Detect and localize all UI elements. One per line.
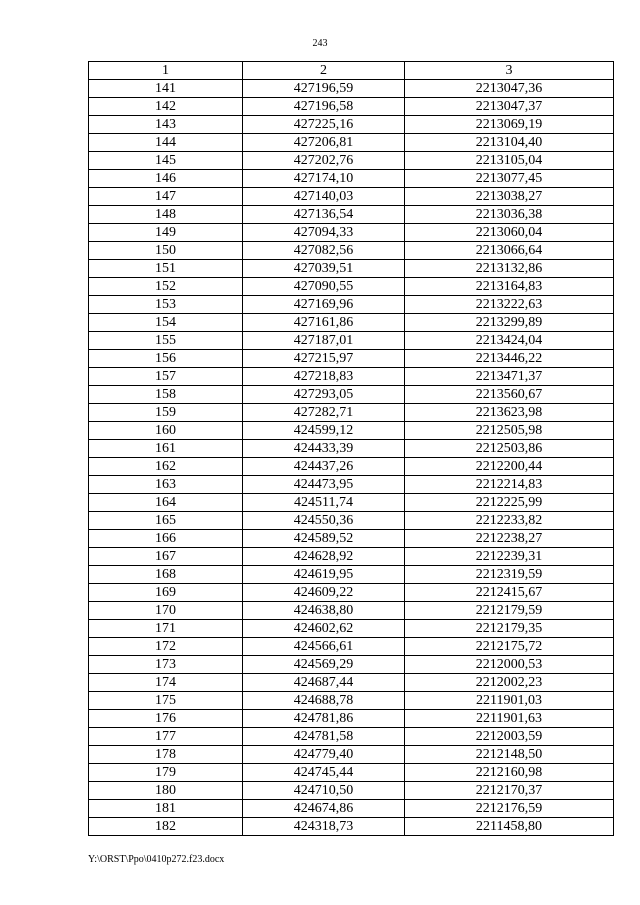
cell-y-coordinate: 2212239,31 [405,548,614,566]
table-row [89,116,614,134]
cell-x-coordinate: 424609,22 [243,584,405,602]
cell-point-number: 155 [89,332,243,350]
table-row [89,692,614,710]
cell-point-number: 148 [89,206,243,224]
cell-x-coordinate: 424599,12 [243,422,405,440]
table-row [89,332,614,350]
cell-x-coordinate: 427187,01 [243,332,405,350]
cell-x-coordinate: 424779,40 [243,746,405,764]
footer-file-path: Y:\ORST\Ppo\0410p272.f23.docx [88,854,225,865]
table-row [89,296,614,314]
cell-y-coordinate: 2212503,86 [405,440,614,458]
cell-y-coordinate: 2213424,04 [405,332,614,350]
cell-point-number: 146 [89,170,243,188]
cell-x-coordinate: 424688,78 [243,692,405,710]
cell-point-number: 150 [89,242,243,260]
table-row [89,638,614,656]
table-row [89,818,614,836]
cell-point-number: 163 [89,476,243,494]
cell-point-number: 145 [89,152,243,170]
cell-y-coordinate: 2212179,35 [405,620,614,638]
cell-y-coordinate: 2213036,38 [405,206,614,224]
cell-y-coordinate: 2213060,04 [405,224,614,242]
table-row [89,476,614,494]
cell-x-coordinate: 424674,86 [243,800,405,818]
table-row [89,782,614,800]
cell-point-number: 147 [89,188,243,206]
cell-y-coordinate: 2212505,98 [405,422,614,440]
cell-x-coordinate: 424619,95 [243,566,405,584]
cell-y-coordinate: 2213066,64 [405,242,614,260]
table-row [89,800,614,818]
table-row [89,530,614,548]
cell-y-coordinate: 2212175,72 [405,638,614,656]
cell-point-number: 154 [89,314,243,332]
cell-x-coordinate: 427196,58 [243,98,405,116]
cell-x-coordinate: 427136,54 [243,206,405,224]
page-number: 243 [312,38,328,49]
cell-point-number: 149 [89,224,243,242]
cell-y-coordinate: 2213077,45 [405,170,614,188]
cell-point-number: 157 [89,368,243,386]
cell-y-coordinate: 2212003,59 [405,728,614,746]
cell-x-coordinate: 427090,55 [243,278,405,296]
cell-y-coordinate: 2211901,03 [405,692,614,710]
column-header-2: 2 [243,62,405,80]
cell-x-coordinate: 427282,71 [243,404,405,422]
table-row [89,728,614,746]
table-row [89,224,614,242]
cell-point-number: 182 [89,818,243,836]
cell-point-number: 165 [89,512,243,530]
table-row [89,548,614,566]
table-row [89,656,614,674]
cell-x-coordinate: 424318,73 [243,818,405,836]
cell-x-coordinate: 424638,80 [243,602,405,620]
table-row [89,440,614,458]
table-row [89,350,614,368]
table-row [89,206,614,224]
table-row [89,170,614,188]
cell-point-number: 174 [89,674,243,692]
cell-y-coordinate: 2212233,82 [405,512,614,530]
cell-point-number: 176 [89,710,243,728]
cell-x-coordinate: 424550,36 [243,512,405,530]
cell-x-coordinate: 427196,59 [243,80,405,98]
coordinates-table [88,61,614,836]
cell-y-coordinate: 2213038,27 [405,188,614,206]
cell-y-coordinate: 2213105,04 [405,152,614,170]
cell-y-coordinate: 2213222,63 [405,296,614,314]
column-header-3: 3 [405,62,614,80]
cell-point-number: 169 [89,584,243,602]
cell-point-number: 159 [89,404,243,422]
cell-x-coordinate: 424569,29 [243,656,405,674]
cell-point-number: 164 [89,494,243,512]
cell-y-coordinate: 2213471,37 [405,368,614,386]
cell-point-number: 175 [89,692,243,710]
cell-x-coordinate: 424437,26 [243,458,405,476]
cell-y-coordinate: 2213132,86 [405,260,614,278]
cell-x-coordinate: 427140,03 [243,188,405,206]
cell-x-coordinate: 424473,95 [243,476,405,494]
table-row [89,566,614,584]
table-header-row [89,62,614,80]
cell-point-number: 160 [89,422,243,440]
cell-x-coordinate: 424511,74 [243,494,405,512]
cell-y-coordinate: 2212160,98 [405,764,614,782]
cell-point-number: 166 [89,530,243,548]
cell-y-coordinate: 2213047,36 [405,80,614,98]
table-row [89,746,614,764]
cell-x-coordinate: 424589,52 [243,530,405,548]
cell-y-coordinate: 2213164,83 [405,278,614,296]
cell-y-coordinate: 2212148,50 [405,746,614,764]
cell-point-number: 153 [89,296,243,314]
cell-x-coordinate: 424781,58 [243,728,405,746]
cell-x-coordinate: 424781,86 [243,710,405,728]
cell-y-coordinate: 2212214,83 [405,476,614,494]
table-row [89,386,614,404]
cell-x-coordinate: 424710,50 [243,782,405,800]
cell-y-coordinate: 2212319,59 [405,566,614,584]
cell-y-coordinate: 2212170,37 [405,782,614,800]
cell-x-coordinate: 424628,92 [243,548,405,566]
table-row [89,242,614,260]
table-row [89,260,614,278]
cell-y-coordinate: 2212179,59 [405,602,614,620]
table-row [89,674,614,692]
cell-y-coordinate: 2212002,23 [405,674,614,692]
table-row [89,494,614,512]
cell-y-coordinate: 2213623,98 [405,404,614,422]
cell-point-number: 141 [89,80,243,98]
table-row [89,710,614,728]
cell-x-coordinate: 427206,81 [243,134,405,152]
cell-x-coordinate: 427218,83 [243,368,405,386]
cell-point-number: 143 [89,116,243,134]
cell-y-coordinate: 2212176,59 [405,800,614,818]
cell-point-number: 177 [89,728,243,746]
cell-point-number: 172 [89,638,243,656]
cell-x-coordinate: 427174,10 [243,170,405,188]
cell-x-coordinate: 424687,44 [243,674,405,692]
cell-point-number: 158 [89,386,243,404]
table-row [89,134,614,152]
table-row [89,602,614,620]
cell-point-number: 151 [89,260,243,278]
column-header-1: 1 [89,62,243,80]
cell-x-coordinate: 427161,86 [243,314,405,332]
cell-x-coordinate: 427225,16 [243,116,405,134]
table-row [89,80,614,98]
table-row [89,764,614,782]
cell-x-coordinate: 427293,05 [243,386,405,404]
cell-x-coordinate: 427215,97 [243,350,405,368]
cell-point-number: 168 [89,566,243,584]
table-row [89,152,614,170]
cell-y-coordinate: 2213299,89 [405,314,614,332]
cell-point-number: 173 [89,656,243,674]
cell-y-coordinate: 2211901,63 [405,710,614,728]
cell-x-coordinate: 424566,61 [243,638,405,656]
table-row [89,512,614,530]
cell-y-coordinate: 2212225,99 [405,494,614,512]
cell-point-number: 142 [89,98,243,116]
cell-point-number: 161 [89,440,243,458]
cell-x-coordinate: 427039,51 [243,260,405,278]
cell-point-number: 162 [89,458,243,476]
cell-x-coordinate: 427169,96 [243,296,405,314]
cell-point-number: 170 [89,602,243,620]
cell-point-number: 144 [89,134,243,152]
cell-x-coordinate: 424745,44 [243,764,405,782]
table-row [89,458,614,476]
cell-x-coordinate: 427202,76 [243,152,405,170]
table-body [89,80,614,836]
cell-point-number: 156 [89,350,243,368]
table-row [89,404,614,422]
cell-point-number: 179 [89,764,243,782]
cell-point-number: 152 [89,278,243,296]
table-row [89,422,614,440]
cell-y-coordinate: 2213446,22 [405,350,614,368]
cell-y-coordinate: 2212200,44 [405,458,614,476]
cell-point-number: 171 [89,620,243,638]
cell-y-coordinate: 2213047,37 [405,98,614,116]
cell-y-coordinate: 2212238,27 [405,530,614,548]
cell-x-coordinate: 427094,33 [243,224,405,242]
cell-x-coordinate: 424602,62 [243,620,405,638]
table-row [89,98,614,116]
cell-x-coordinate: 424433,39 [243,440,405,458]
table-row [89,314,614,332]
cell-y-coordinate: 2212415,67 [405,584,614,602]
table-row [89,584,614,602]
table-row [89,368,614,386]
cell-y-coordinate: 2213560,67 [405,386,614,404]
cell-y-coordinate: 2213104,40 [405,134,614,152]
cell-point-number: 167 [89,548,243,566]
table-row [89,188,614,206]
cell-point-number: 178 [89,746,243,764]
cell-y-coordinate: 2213069,19 [405,116,614,134]
table-row [89,278,614,296]
cell-y-coordinate: 2212000,53 [405,656,614,674]
cell-point-number: 180 [89,782,243,800]
cell-point-number: 181 [89,800,243,818]
cell-y-coordinate: 2211458,80 [405,818,614,836]
table-row [89,620,614,638]
cell-x-coordinate: 427082,56 [243,242,405,260]
